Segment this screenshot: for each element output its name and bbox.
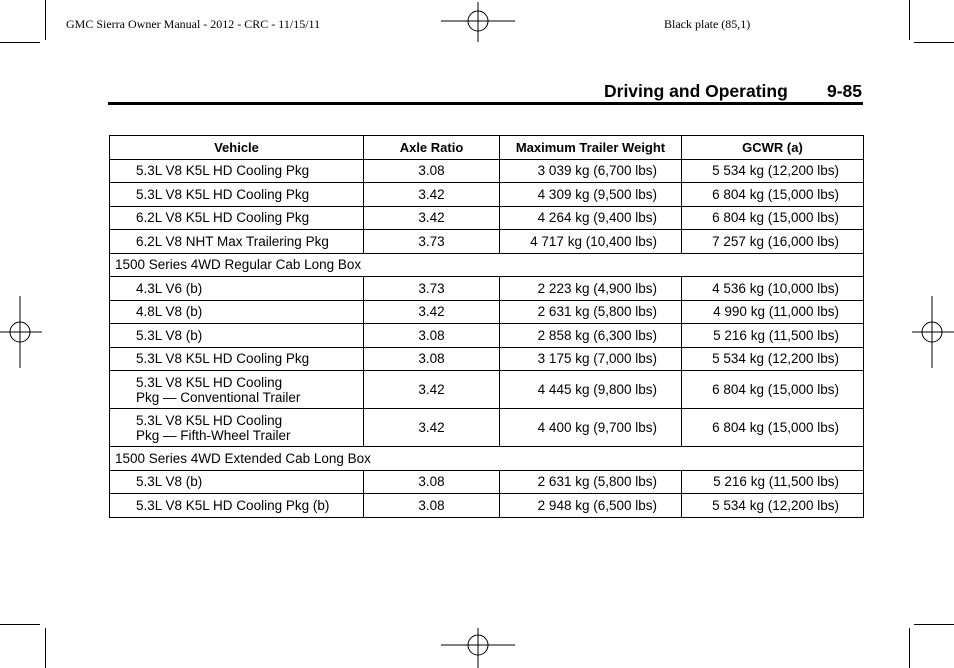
vehicle-cell: 5.3L V8 (b) [110,470,364,494]
gcwr-cell: 5 534 kg (12,200 lbs) [682,159,864,183]
crop-mark [45,0,46,40]
column-header-vehicle: Vehicle [110,136,364,160]
table-group-row [110,447,864,471]
group-label: 1500 Series 4WD Regular Cab Long Box [110,253,864,277]
column-header-axle-ratio: Axle Ratio [364,136,500,160]
vehicle-cell: 5.3L V8 K5L HD Cooling Pkg [110,347,364,371]
table-row [110,300,864,324]
table-row [110,183,864,207]
column-header-gcwr: GCWR (a) [682,136,864,160]
vehicle-line: Pkg — Conventional Trailer [136,389,301,405]
table-group-row [110,253,864,277]
crop-mark [0,624,40,625]
table-row [110,277,864,301]
table-row [110,470,864,494]
axle-ratio-cell: 3.42 [364,183,500,207]
axle-ratio-cell: 3.08 [364,347,500,371]
trailer-weight-cell: 2 631 kg (5,800 lbs) [500,300,682,324]
trailer-weight-cell: 4 717 kg (10,400 lbs) [500,230,682,254]
gcwr-cell: 4 990 kg (11,000 lbs) [682,300,864,324]
page-number: 9-85 [827,81,863,101]
table-body [110,159,864,517]
vehicle-cell: 6.2L V8 K5L HD Cooling Pkg [110,206,364,230]
trailer-weight-cell: 3 175 kg (7,000 lbs) [500,347,682,371]
gcwr-cell: 5 534 kg (12,200 lbs) [682,347,864,371]
registration-mark-icon [0,296,42,368]
table-row [110,230,864,254]
vehicle-cell: 6.2L V8 NHT Max Trailering Pkg [110,230,364,254]
vehicle-cell: 5.3L V8 K5L HD Cooling Pkg [110,183,364,207]
trailer-weight-cell: 4 264 kg (9,400 lbs) [500,206,682,230]
axle-ratio-cell: 3.42 [364,300,500,324]
axle-ratio-cell: 3.08 [364,470,500,494]
vehicle-cell: 4.3L V6 (b) [110,277,364,301]
crop-mark [45,628,46,668]
axle-ratio-cell: 3.08 [364,159,500,183]
vehicle-cell: 5.3L V8 K5L HD Cooling Pkg [110,159,364,183]
vehicle-line: 5.3L V8 K5L HD Cooling [136,374,283,390]
axle-ratio-cell: 3.08 [364,494,500,518]
table-header-row [110,136,864,160]
registration-mark-icon [912,296,954,368]
trailer-weight-cell: 4 400 kg (9,700 lbs) [500,409,682,447]
axle-ratio-cell: 3.73 [364,277,500,301]
print-header-left: GMC Sierra Owner Manual - 2012 - CRC - 11/15/11 [66,17,321,31]
crop-mark [909,628,910,668]
vehicle-line: 5.3L V8 K5L HD Cooling [136,412,283,428]
table-row [110,347,864,371]
vehicle-cell [110,409,364,447]
header-rule [108,102,863,105]
gcwr-cell: 6 804 kg (15,000 lbs) [682,206,864,230]
section-title: Driving and Operating [604,81,788,101]
table-row [110,409,864,447]
trailer-weight-cell: 4 445 kg (9,800 lbs) [500,371,682,409]
trailer-weight-cell: 3 039 kg (6,700 lbs) [500,159,682,183]
gcwr-cell: 6 804 kg (15,000 lbs) [682,371,864,409]
axle-ratio-cell: 3.42 [364,371,500,409]
trailer-weight-cell: 2 223 kg (4,900 lbs) [500,277,682,301]
registration-mark-icon [441,628,515,668]
vehicle-cell [110,371,364,409]
axle-ratio-cell: 3.42 [364,206,500,230]
axle-ratio-cell: 3.42 [364,409,500,447]
gcwr-cell: 4 536 kg (10,000 lbs) [682,277,864,301]
vehicle-line: Pkg — Fifth-Wheel Trailer [136,427,291,443]
vehicle-cell: 4.8L V8 (b) [110,300,364,324]
axle-ratio-cell: 3.08 [364,324,500,348]
trailer-weight-cell: 2 948 kg (6,500 lbs) [500,494,682,518]
trailer-weight-cell: 2 631 kg (5,800 lbs) [500,470,682,494]
gcwr-cell: 5 216 kg (11,500 lbs) [682,324,864,348]
axle-ratio-cell: 3.73 [364,230,500,254]
trailer-weight-table [109,135,864,518]
trailer-weight-cell: 2 858 kg (6,300 lbs) [500,324,682,348]
gcwr-cell: 6 804 kg (15,000 lbs) [682,409,864,447]
crop-mark [914,42,954,43]
crop-mark [914,624,954,625]
column-header-max-trailer-weight: Maximum Trailer Weight [500,136,682,160]
table-row [110,324,864,348]
gcwr-cell: 5 216 kg (11,500 lbs) [682,470,864,494]
trailer-weight-cell: 4 309 kg (9,500 lbs) [500,183,682,207]
group-label: 1500 Series 4WD Extended Cab Long Box [110,447,864,471]
table-row [110,159,864,183]
table-row [110,494,864,518]
table-row [110,206,864,230]
crop-mark [909,0,910,40]
crop-mark [0,42,40,43]
gcwr-cell: 7 257 kg (16,000 lbs) [682,230,864,254]
vehicle-cell: 5.3L V8 (b) [110,324,364,348]
gcwr-cell: 6 804 kg (15,000 lbs) [682,183,864,207]
gcwr-cell: 5 534 kg (12,200 lbs) [682,494,864,518]
print-header-right: Black plate (85,1) [664,17,751,31]
table-row [110,371,864,409]
vehicle-cell: 5.3L V8 K5L HD Cooling Pkg (b) [110,494,364,518]
registration-mark-icon [441,2,515,42]
